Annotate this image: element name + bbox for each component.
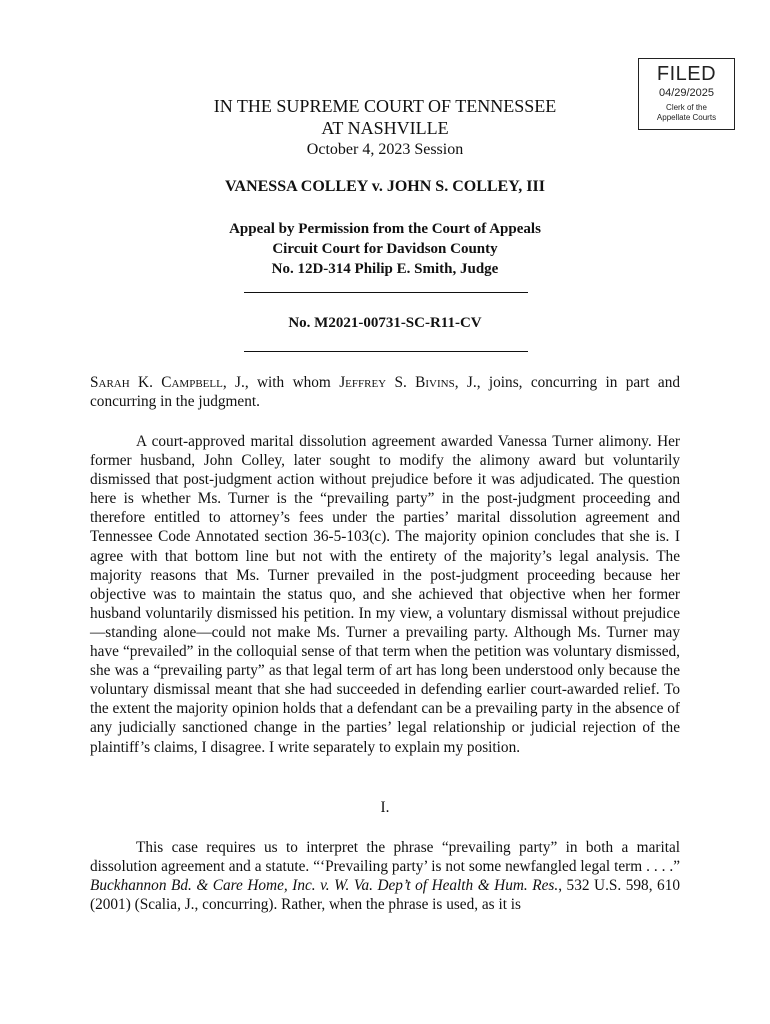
joining-justice: Jeffrey S. Bivins (339, 374, 455, 391)
divider-top (244, 292, 528, 293)
court-session: October 4, 2023 Session (306, 141, 464, 158)
court-name: IN THE SUPREME COURT OF TENNESSEE (213, 96, 557, 116)
case-citation: Buckhannon Bd. & Care Home, Inc. v. W. Va. Dep’t of Health & Hum. Res. (90, 877, 559, 895)
stamp-clerk-line2: Appellate Courts (656, 113, 717, 122)
court-heading (0, 95, 770, 161)
docket-number: No. M2021-00731-SC-R11-CV (288, 315, 482, 331)
author-name: Sarah K. Campbell (90, 374, 223, 391)
appeal-line-2: Circuit Court for Davidson County (272, 241, 498, 257)
section-heading: I. (380, 799, 390, 816)
case-caption: VANESSA COLLEY v. JOHN S. COLLEY, III (225, 178, 545, 195)
paragraph-2-after: , 532 U.S. 598, 610 (2001) (Scalia, J., concurring). Rather, when the phrase is used, as it is (90, 877, 681, 914)
appeal-line-3: No. 12D-314 Philip E. Smith, Judge (271, 261, 499, 277)
concurrence-intro (90, 373, 680, 411)
appeal-info (0, 219, 770, 279)
intro-tail: , J., joins, concurring in part and concurring in the judgment. (90, 374, 680, 411)
stamp-clerk-line1: Clerk of the (666, 103, 707, 112)
divider-bottom (244, 351, 528, 352)
stamp-filed-label: FILED (656, 63, 717, 85)
paragraph-1-text: A court-approved marital dissolution agreement awarded Vanessa Turner alimony. Her former husband, John Colley, later sought to modify the alimony award but voluntarily dismissed that post-judgment action without prejudice before it was adjudicated. The question here is whether Ms. Turner is the “prevailing party” in the post-judgment proceeding and therefore entitled to attorney’s fees under the parties’ marital dissolution agreement and Tennessee Code Annotated section 36-5-103(c). The majority opinion concludes that she is. I agree with that bottom line but not with the entirety of the majority’s legal analysis. The majority reasons that Ms. Turner prevailed in the post-judgment proceeding because her objective was to maintain the status quo, and she achieved that objective when her former husband voluntarily dismissed his petition. In my view, a voluntary dismissal without prejudice—standing alone—could not make Ms. Turner a prevailing party. Although Ms. Turner may have “prevailed” in the colloquial sense of that term when the petition was voluntary dismissed, she was a “prevailing party” as that legal term of art has long been understood only because the voluntary dismissal meant that she had succeeded in defending earlier court-awarded relief. To the extent the majority opinion holds that a defendant can be a prevailing party in the absence of any judicially sanctioned change in the parties’ legal relationship or judicial rejection of the plaintiff’s claims, I disagree. I write separately to explain my position. (90, 433, 680, 756)
court-location: AT NASHVILLE (321, 118, 449, 138)
opening-paragraph (90, 432, 680, 757)
intro-mid: , J., with whom (222, 374, 340, 391)
paragraph-2-before: This case requires us to interpret the phrase “prevailing party” in both a marital dissolution agreement and a statute. “‘Prevailing party’ is not some newfangled legal term . . . .” (90, 839, 680, 876)
stamp-date: 04/29/2025 (658, 87, 715, 99)
section-paragraph (90, 838, 680, 914)
appeal-line-1: Appeal by Permission from the Court of Appeals (229, 221, 541, 237)
